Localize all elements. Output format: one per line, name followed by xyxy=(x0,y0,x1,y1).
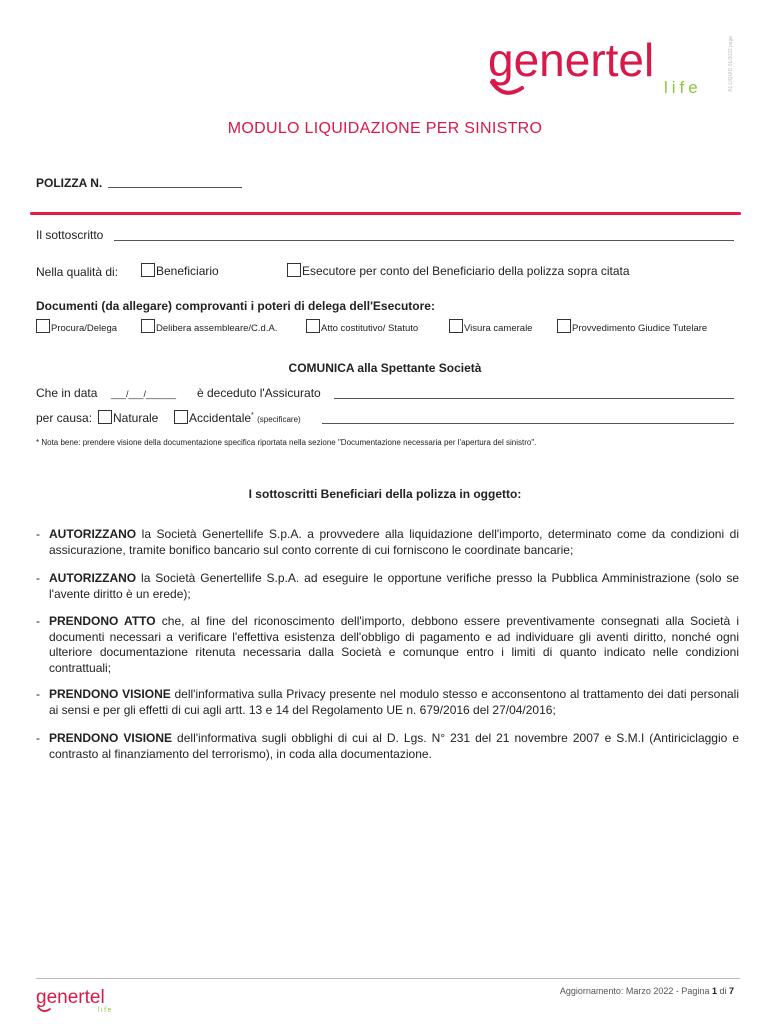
clause-lead: PRENDONO VISIONE xyxy=(49,687,171,701)
data-label: Che in data xyxy=(36,386,98,400)
footer-pagination xyxy=(560,986,734,996)
procura-label: Procura/Delega xyxy=(51,323,118,334)
beneficiario-checkbox[interactable] xyxy=(141,263,155,277)
polizza-label: POLIZZA N. xyxy=(36,176,103,190)
bullet-dash: - xyxy=(36,527,40,541)
polizza-field[interactable] xyxy=(108,187,242,188)
doc-option-atto[interactable] xyxy=(306,319,418,334)
accidentale-asterisk: * xyxy=(251,412,254,419)
nota-bene: * Nota bene: prendere visione della documentazione specifica riportata nella sezione "Documentazione necessaria per l'apertura del sinistro". xyxy=(36,438,537,447)
giudice-checkbox[interactable] xyxy=(557,319,571,333)
visura-label: Visura camerale xyxy=(464,323,533,334)
atto-label: Atto costitutivo/ Statuto xyxy=(321,323,419,334)
footer-update-text: Aggiornamento: Marzo 2022 - Pagina xyxy=(559,986,712,996)
doc-option-giudice[interactable] xyxy=(557,319,707,334)
beneficiario-option[interactable] xyxy=(141,263,219,278)
clause-text: dell'informativa sulla Privacy presente nel modulo stesso e acconsentono al trattamento dei dati personali ai sensi e per gli effetti di cui agli artt. 13 e 14 del Regolamento UE n. 679/2016 del 27/04/2016; xyxy=(49,687,739,717)
logo-wordmark: genertel xyxy=(488,34,655,86)
clause-autorizzano-2 xyxy=(49,571,739,602)
accidentale-option[interactable] xyxy=(174,410,301,425)
specificare-label: (specificare) xyxy=(257,415,301,424)
data-field[interactable]: ___/___/______ xyxy=(111,389,177,399)
qualita-label: Nella qualità di: xyxy=(36,265,119,279)
delibera-label: Delibera assembleare/C.d.A. xyxy=(156,323,278,334)
footer-divider xyxy=(36,978,740,979)
naturale-label: Naturale xyxy=(113,411,159,425)
procura-checkbox[interactable] xyxy=(36,319,50,333)
clause-prendono-visione-antiriciclaggio xyxy=(49,731,739,762)
footer-logo xyxy=(36,985,126,1015)
naturale-option[interactable] xyxy=(98,410,158,425)
delibera-checkbox[interactable] xyxy=(141,319,155,333)
bullet-dash: - xyxy=(36,614,40,628)
clause-text: dell'informativa sugli obblighi di cui al D. Lgs. N° 231 del 21 novembre 2007 e S.M.I (Antiriciclaggio e contrasto al finanziamento del terrorismo), in coda alla documentazione. xyxy=(49,731,740,761)
bullet-dash: - xyxy=(36,731,40,745)
accidentale-label: Accidentale xyxy=(189,411,252,425)
clause-lead: PRENDONO ATTO xyxy=(49,614,156,628)
esecutore-checkbox[interactable] xyxy=(287,263,301,277)
footer-di: di xyxy=(716,986,729,996)
bullet-dash: - xyxy=(36,687,40,701)
deceduto-label: è deceduto l'Assicurato xyxy=(197,386,321,400)
esecutore-label: Esecutore per conto del Beneficiario della polizza sopra citata xyxy=(302,264,630,278)
visura-checkbox[interactable] xyxy=(449,319,463,333)
clause-prendono-atto xyxy=(49,614,739,676)
clause-lead: AUTORIZZANO xyxy=(49,527,137,541)
clause-lead: PRENDONO VISIONE xyxy=(49,731,173,745)
doc-option-delibera[interactable] xyxy=(141,319,277,334)
footer-logo-sub: life xyxy=(98,1007,113,1014)
clause-lead: AUTORIZZANO xyxy=(49,571,137,585)
footer-page-total: 7 xyxy=(728,986,734,996)
comunica-heading: COMUNICA alla Spettante Società xyxy=(288,361,482,375)
doc-option-visura[interactable] xyxy=(449,319,532,334)
atto-checkbox[interactable] xyxy=(306,319,320,333)
genertel-life-logo xyxy=(484,30,724,100)
causa-label: per causa: xyxy=(36,411,93,425)
footer-page-number: 1 xyxy=(711,986,717,996)
bullet-dash: - xyxy=(36,571,40,585)
clause-text: la Società Genertellife S.p.A. ad eseguire le opportune verifiche presso la Pubblica Amministrazione (solo se l'avente diritto è un erede); xyxy=(49,571,739,601)
giudice-label: Provvedimento Giudice Tutelare xyxy=(572,323,708,334)
sottoscritto-label: Il sottoscritto xyxy=(36,228,104,242)
beneficiario-label: Beneficiario xyxy=(156,264,219,278)
footer-logo-wordmark: genertel xyxy=(36,987,105,1008)
section-divider xyxy=(30,212,741,215)
causa-field[interactable] xyxy=(322,423,734,424)
naturale-checkbox[interactable] xyxy=(98,410,112,424)
clause-prendono-visione-privacy xyxy=(49,687,739,718)
documenti-heading: Documenti (da allegare) comprovanti i poteri di delega dell'Esecutore: xyxy=(36,299,435,313)
page-title: MODULO LIQUIDAZIONE PER SINISTRO xyxy=(227,120,543,137)
doc-option-procura[interactable] xyxy=(36,319,117,334)
sottoscritto-field[interactable] xyxy=(114,240,734,241)
beneficiari-heading: I sottoscritti Beneficiari della polizza in oggetto: xyxy=(248,487,522,501)
clause-text: che, al fine del riconoscimento dell'importo, debbono essere preventivamente consegnati alla Società i documenti necessari a verificare l'effettiva esistenza dell'obbligo di pagamento e ad individuare gli aventi diritto, nonché ogni ulteriore documentazione ritenuta necessaria dalla Società e comunque entro i limiti di quanto indicato nelle condizioni contrattuali; xyxy=(49,614,740,675)
assicurato-field[interactable] xyxy=(334,398,734,399)
esecutore-option[interactable] xyxy=(287,263,630,278)
logo-sub: life xyxy=(664,78,702,97)
accidentale-checkbox[interactable] xyxy=(174,410,188,424)
clause-autorizzano-1 xyxy=(49,527,739,558)
clause-text: la Società Genertellife S.p.A. a provvedere alla liquidazione dell'importo, determinato come da condizioni di assicurazione, tramite bonifico bancario sul conto corrente di cui forniscono le coordinate bancarie; xyxy=(49,527,739,557)
side-code: A1 LIQUID 01/2022 page xyxy=(728,35,734,92)
